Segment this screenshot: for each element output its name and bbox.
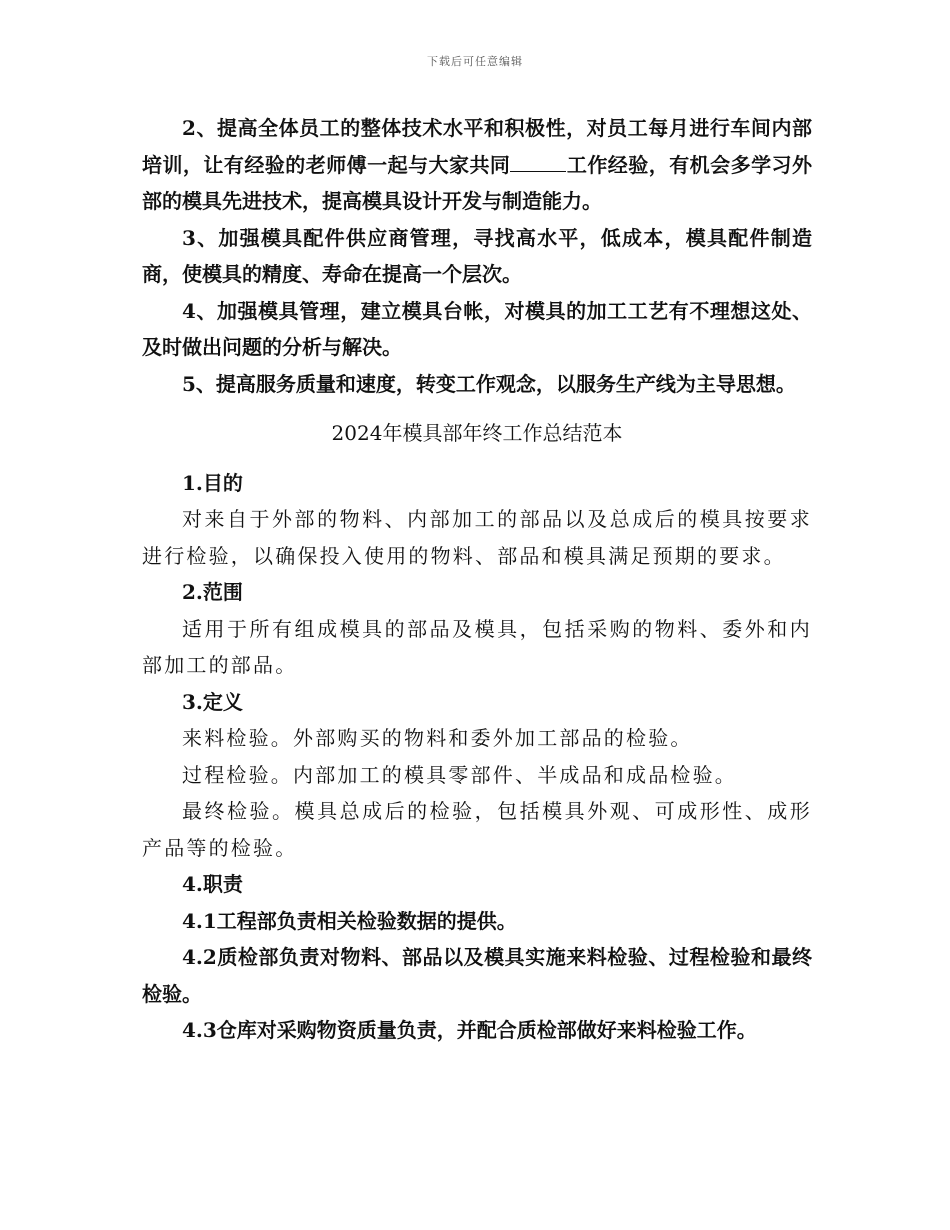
item-2-text-continued: 工作经验，有机会多学习外部的模具先进技术，提高模具设计开发与制造能力。 — [142, 152, 813, 213]
section-scope-heading: 2.范围 — [182, 580, 243, 604]
duty-4-3: 4.3仓库对采购物资质量负责，并配合质检部做好来料检验工作。 — [182, 1018, 757, 1042]
fill-in-blank — [510, 151, 566, 172]
item-2-text: 2、提高全体员工的整体技术水平和积极性，对员工每月进行车间内部培训，让有经验的老师傅一起与大家共同 — [142, 116, 812, 177]
section-duties-heading: 4.职责 — [182, 872, 243, 896]
item-3: 3、加强模具配件供应商管理，寻找高水平，低成本，模具配件制造商，使模具的精度、寿命在提高一个层次。 — [142, 225, 812, 286]
document-body — [142, 110, 812, 1049]
duty-4-2: 4.2质检部负责对物料、部品以及模具实施来料检验、过程检验和最终检验。 — [142, 945, 812, 1006]
item-5: 5、提高服务质量和速度，转变工作观念，以服务生产线为主导思想。 — [182, 371, 796, 396]
header-note: 下载后可任意编辑 — [427, 55, 523, 68]
duty-4-1: 4.1工程部负责相关检验数据的提供。 — [182, 908, 517, 933]
document-title: 2024年模具部年终工作总结范本 — [331, 421, 623, 445]
definition-final: 最终检验。模具总成后的检验，包括模具外观、可成形性、成形产品等的检验。 — [142, 799, 812, 860]
section-definition-heading: 3.定义 — [182, 689, 243, 714]
definition-process: 过程检验。内部加工的模具零部件、半成品和成品检验。 — [182, 762, 737, 787]
section-purpose-heading: 1.目的 — [182, 470, 243, 495]
section-purpose-body: 对来自于外部的物料、内部加工的部品以及总成后的模具按要求进行检验，以确保投入使用的物料、部品和模具满足预期的要求。 — [142, 507, 812, 568]
section-scope-body: 适用于所有组成模具的部品及模具，包括采购的物料、委外和内部加工的部品。 — [142, 616, 812, 677]
item-2 — [142, 110, 812, 220]
definition-incoming: 来料检验。外部购买的物料和委外加工部品的检验。 — [182, 726, 693, 750]
item-4: 4、加强模具管理，建立模具台帐，对模具的加工工艺有不理想这处、及时做出问题的分析与解决。 — [142, 298, 812, 359]
